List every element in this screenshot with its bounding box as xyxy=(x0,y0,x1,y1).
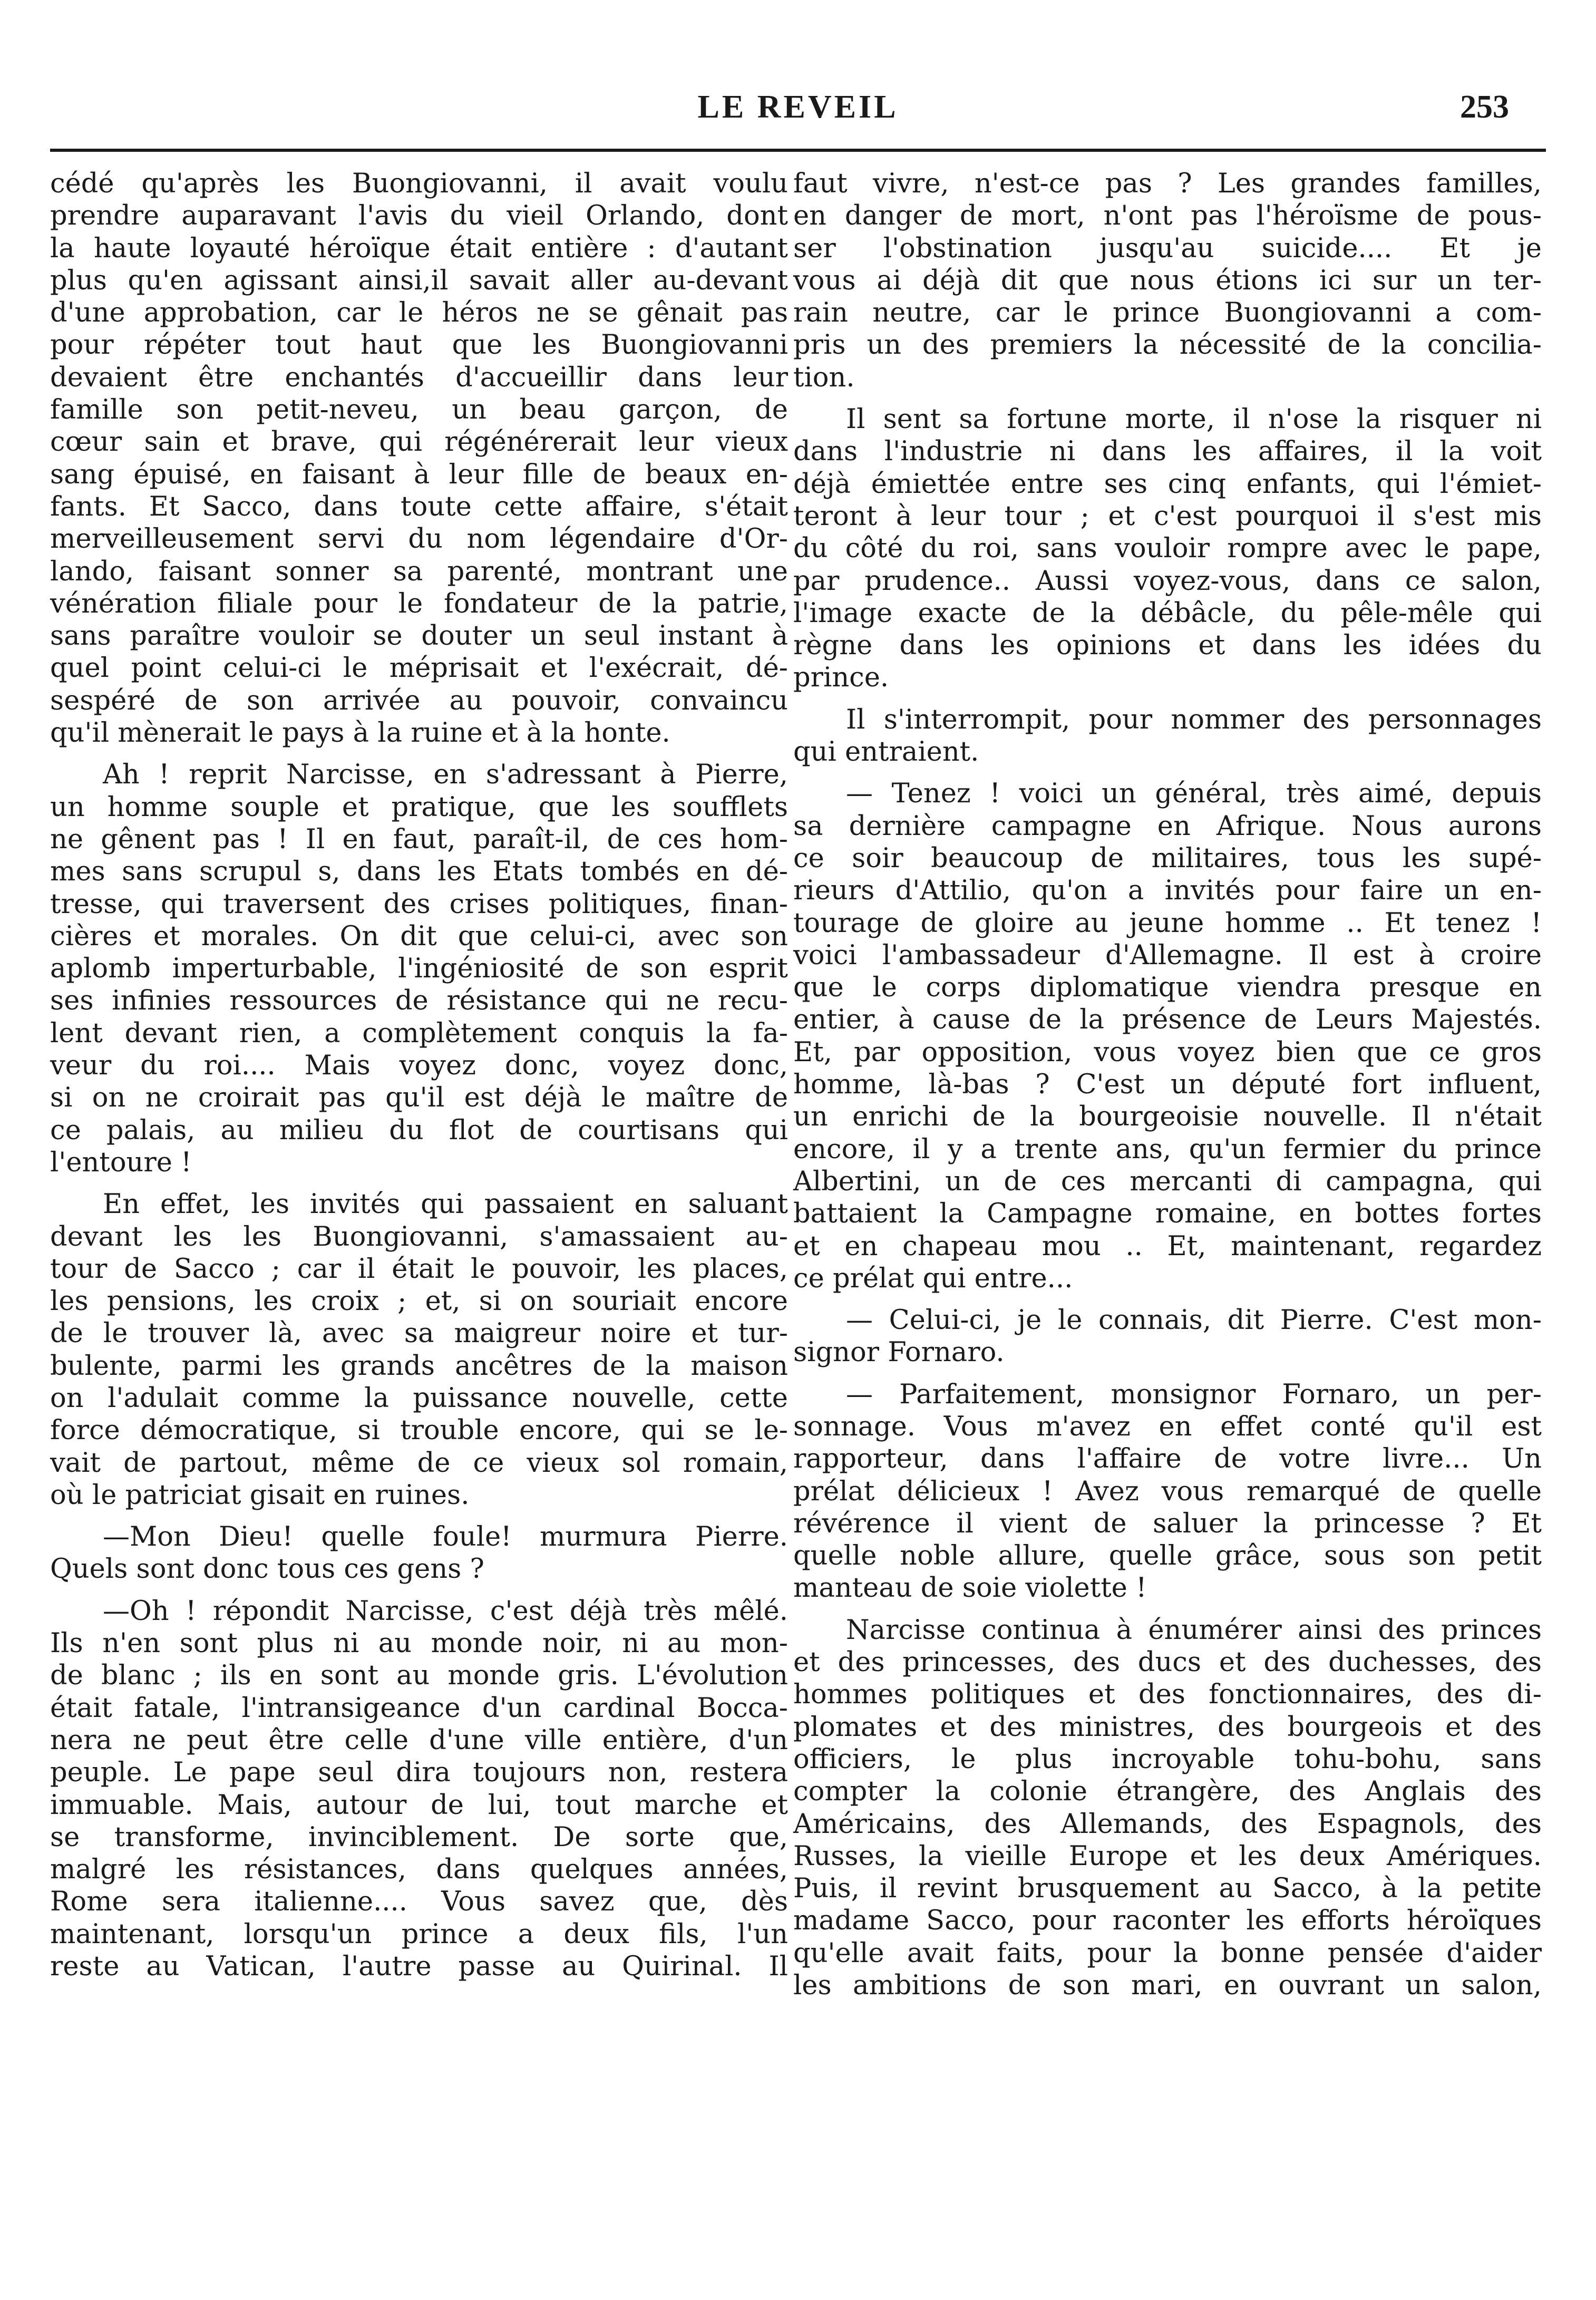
text-line: cédé qu'après les Buongiovanni, il avait voulu xyxy=(50,168,788,199)
text-line: vous ai déjà dit que nous étions ici sur un ter- xyxy=(793,265,1542,296)
text-line: on l'adulait comme la puissance nouvelle, cette xyxy=(50,1382,788,1414)
text-line: force démocratique, si trouble encore, qui se le- xyxy=(50,1415,788,1447)
text-line: —Mon Dieu! quelle foule! murmura Pierre. xyxy=(103,1521,788,1553)
text-line: — Celui-ci, je le connais, dit Pierre. C'est mon- xyxy=(846,1305,1542,1336)
text-line: sang épuisé, en faisant à leur fille de beaux en- xyxy=(50,459,788,490)
text-line: hommes politiques et des fonctionnaires, des di- xyxy=(793,1679,1542,1711)
running-head-title: LE REVEIL xyxy=(697,89,899,125)
text-line: Russes, la vieille Europe et les deux Amériques. xyxy=(793,1840,1542,1872)
text-line: quel point celui-ci le méprisait et l'exécrait, dé- xyxy=(50,653,788,684)
text-line: l'image exacte de la débâcle, du pêle-mêle qui xyxy=(793,597,1542,629)
text-column-left xyxy=(50,168,788,1983)
text-line: ce soir beaucoup de militaires, tous les supé- xyxy=(793,842,1542,874)
text-line: fants. Et Sacco, dans toute cette affaire, s'était xyxy=(50,491,788,522)
text-line: immuable. Mais, autour de lui, tout marche et xyxy=(50,1789,788,1821)
text-line: tour de Sacco ; car il était le pouvoir, les places, xyxy=(50,1253,788,1285)
text-line: d'une approbation, car le héros ne se gênait pas xyxy=(50,297,788,329)
text-line: les pensions, les croix ; et, si on souriait encore xyxy=(50,1286,788,1317)
text-line: faut vivre, n'est-ce pas ? Les grandes familles, xyxy=(793,168,1542,199)
text-line: signor Fornaro. xyxy=(793,1337,1005,1369)
text-line: si on ne croirait pas qu'il est déjà le maître de xyxy=(50,1082,788,1114)
text-line: lando, faisant sonner sa parenté, montrant une xyxy=(50,556,788,587)
text-line: voici l'ambassadeur d'Allemagne. Il est à croire xyxy=(793,939,1542,971)
text-line: et en chapeau mou .. Et, maintenant, regardez xyxy=(793,1230,1542,1262)
text-line: maintenant, lorsqu'un prince a deux fils, l'un xyxy=(50,1918,788,1950)
text-line: En effet, les invités qui passaient en saluant xyxy=(103,1189,788,1220)
text-line: la haute loyauté héroïque était entière : d'autant xyxy=(50,232,788,264)
text-line: malgré les résistances, dans quelques années, xyxy=(50,1854,788,1886)
text-line: devant les les Buongiovanni, s'amassaient au- xyxy=(50,1221,788,1253)
text-line: Narcisse continua à énumérer ainsi des princes xyxy=(846,1614,1542,1646)
text-line: Quels sont donc tous ces gens ? xyxy=(50,1554,484,1585)
text-line: teront à leur tour ; et c'est pourquoi il s'est mis xyxy=(793,500,1542,532)
text-line: compter la colonie étrangère, des Anglais des xyxy=(793,1776,1542,1808)
text-line: Ils n'en sont plus ni au monde noir, ni au mon- xyxy=(50,1628,788,1660)
text-line: encore, il y a trente ans, qu'un fermier du prince xyxy=(793,1133,1542,1165)
text-line: ne gênent pas ! Il en faut, paraît-il, de ces hom- xyxy=(50,823,788,855)
text-line: déjà émiettée entre ses cinq enfants, qui l'émiet- xyxy=(793,468,1542,500)
text-line: nera ne peut être celle d'une ville entière, d'un xyxy=(50,1724,788,1756)
text-line: pour répéter tout haut que les Buongiovanni xyxy=(50,329,788,361)
text-line: rieurs d'Attilio, qu'on a invités pour faire un en- xyxy=(793,875,1542,907)
text-line: de le trouver là, avec sa maigreur noire et tur- xyxy=(50,1318,788,1350)
text-line: ce palais, au milieu du flot de courtisans qui xyxy=(50,1114,788,1146)
text-line: — Parfaitement, monsignor Fornaro, un per- xyxy=(846,1379,1542,1410)
text-line: tourage de gloire au jeune homme .. Et tenez ! xyxy=(793,907,1542,939)
text-line: en danger de mort, n'ont pas l'héroïsme de pous- xyxy=(793,200,1542,232)
text-line: cières et morales. On dit que celui-ci, avec son xyxy=(50,920,788,952)
text-line: cœur sain et brave, qui régénérerait leur vieux xyxy=(50,426,788,458)
text-line: où le patriciat gisait en ruines. xyxy=(50,1479,470,1511)
text-line: tion. xyxy=(793,362,855,393)
text-line: vait de partout, même de ce vieux sol romain, xyxy=(50,1447,788,1479)
text-line: un homme souple et pratique, que les soufflets xyxy=(50,791,788,823)
text-line: sans paraître vouloir se douter un seul instant à xyxy=(50,620,788,652)
text-line: ser l'obstination jusqu'au suicide.... Et je xyxy=(793,232,1542,264)
text-line: lent devant rien, a complètement conquis la fa- xyxy=(50,1017,788,1049)
header-rule xyxy=(50,149,1546,152)
text-line: sonnage. Vous m'avez en effet conté qu'il est xyxy=(793,1411,1542,1442)
text-line: Ah ! reprit Narcisse, en s'adressant à Pierre, xyxy=(103,759,788,791)
text-line: par prudence.. Aussi voyez-vous, dans ce salon, xyxy=(793,565,1542,597)
text-line: mes sans scrupul s, dans les Etats tombés en dé- xyxy=(50,856,788,888)
text-line: révérence il vient de saluer la princesse ? Et xyxy=(793,1508,1542,1539)
text-line: du côté du roi, sans vouloir rompre avec le pape, xyxy=(793,533,1542,565)
text-line: merveilleusement servi du nom légendaire d'Or- xyxy=(50,523,788,555)
text-line: pris un des premiers la nécessité de la concilia- xyxy=(793,329,1542,361)
text-line: règne dans les opinions et dans les idées du xyxy=(793,630,1542,662)
text-line: se transforme, invinciblement. De sorte que, xyxy=(50,1821,788,1853)
text-line: officiers, le plus incroyable tohu-bohu, sans xyxy=(793,1743,1542,1775)
text-line: était fatale, l'intransigeance d'un cardinal Bocca- xyxy=(50,1692,788,1724)
text-line: Américains, des Allemands, des Espagnols, des xyxy=(793,1808,1542,1840)
text-line: qu'elle avait faits, pour la bonne pensée d'aider xyxy=(793,1937,1542,1969)
text-line: prendre auparavant l'avis du vieil Orlando, dont xyxy=(50,200,788,232)
text-line: veur du roi.... Mais voyez donc, voyez donc, xyxy=(50,1050,788,1082)
text-line: qu'il mènerait le pays à la ruine et à la honte. xyxy=(50,717,670,749)
text-line: vénération filiale pour le fondateur de la patrie, xyxy=(50,588,788,619)
text-line: plus qu'en agissant ainsi,il savait aller au-devant xyxy=(50,265,788,296)
text-line: devaient être enchantés d'accueillir dans leur xyxy=(50,362,788,393)
text-line: rapporteur, dans l'affaire de votre livre... Un xyxy=(793,1443,1542,1475)
text-line: ses infinies ressources de résistance qui ne recu- xyxy=(50,985,788,1017)
text-line: sespéré de son arrivée au pouvoir, convaincu xyxy=(50,685,788,716)
text-line: sa dernière campagne en Afrique. Nous aurons xyxy=(793,810,1542,842)
text-line: prélat délicieux ! Avez vous remarqué de quelle xyxy=(793,1476,1542,1507)
text-line: —Oh ! répondit Narcisse, c'est déjà très mêlé. xyxy=(103,1595,788,1627)
text-line: bulente, parmi les grands ancêtres de la maison xyxy=(50,1350,788,1382)
text-line: l'entoure ! xyxy=(50,1147,192,1178)
text-line: peuple. Le pape seul dira toujours non, restera xyxy=(50,1757,788,1789)
text-line: que le corps diplomatique viendra presque en xyxy=(793,972,1542,1004)
text-line: famille son petit-neveu, un beau garçon, de xyxy=(50,394,788,426)
text-line: ce prélat qui entre... xyxy=(793,1263,1073,1294)
text-line: Et, par opposition, vous voyez bien que ce gros xyxy=(793,1036,1542,1068)
text-line: Rome sera italienne.... Vous savez que, dès xyxy=(50,1886,788,1918)
page-number: 253 xyxy=(1460,89,1509,125)
text-column-right xyxy=(793,168,1542,2002)
text-line: Albertini, un de ces mercanti di campagna, qui xyxy=(793,1166,1542,1197)
text-line: Il s'interrompit, pour nommer des personnages xyxy=(846,704,1542,735)
text-line: les ambitions de son mari, en ouvrant un salon, xyxy=(793,1970,1542,2002)
text-line: qui entraient. xyxy=(793,736,979,768)
text-line: et des princesses, des ducs et des duchesses, des xyxy=(793,1647,1542,1678)
text-line: dans l'industrie ni dans les affaires, il la voit xyxy=(793,436,1542,468)
text-line: manteau de soie violette ! xyxy=(793,1573,1147,1604)
text-line: battaient la Campagne romaine, en bottes fortes xyxy=(793,1198,1542,1230)
text-line: quelle noble allure, quelle grâce, sous son petit xyxy=(793,1540,1542,1572)
text-line: homme, là-bas ? C'est un député fort influent, xyxy=(793,1069,1542,1101)
text-line: prince. xyxy=(793,662,889,694)
text-line: madame Sacco, pour raconter les efforts héroïques xyxy=(793,1905,1542,1937)
text-line: entier, à cause de la présence de Leurs Majestés. xyxy=(793,1004,1542,1036)
text-line: reste au Vatican, l'autre passe au Quirinal. Il xyxy=(50,1951,788,1983)
text-line: un enrichi de la bourgeoisie nouvelle. Il n'était xyxy=(793,1101,1542,1133)
text-line: tresse, qui traversent des crises politiques, finan- xyxy=(50,888,788,920)
text-line: Il sent sa fortune morte, il n'ose la risquer ni xyxy=(846,404,1542,435)
text-line: de blanc ; ils en sont au monde gris. L'évolution xyxy=(50,1660,788,1692)
text-line: rain neutre, car le prince Buongiovanni a com- xyxy=(793,297,1542,329)
text-line: plomates et des ministres, des bourgeois et des xyxy=(793,1711,1542,1743)
text-line: — Tenez ! voici un général, très aimé, depuis xyxy=(846,778,1542,810)
text-line: Puis, il revint brusquement au Sacco, à la petite xyxy=(793,1873,1542,1905)
text-line: aplomb imperturbable, l'ingéniosité de son esprit xyxy=(50,953,788,985)
